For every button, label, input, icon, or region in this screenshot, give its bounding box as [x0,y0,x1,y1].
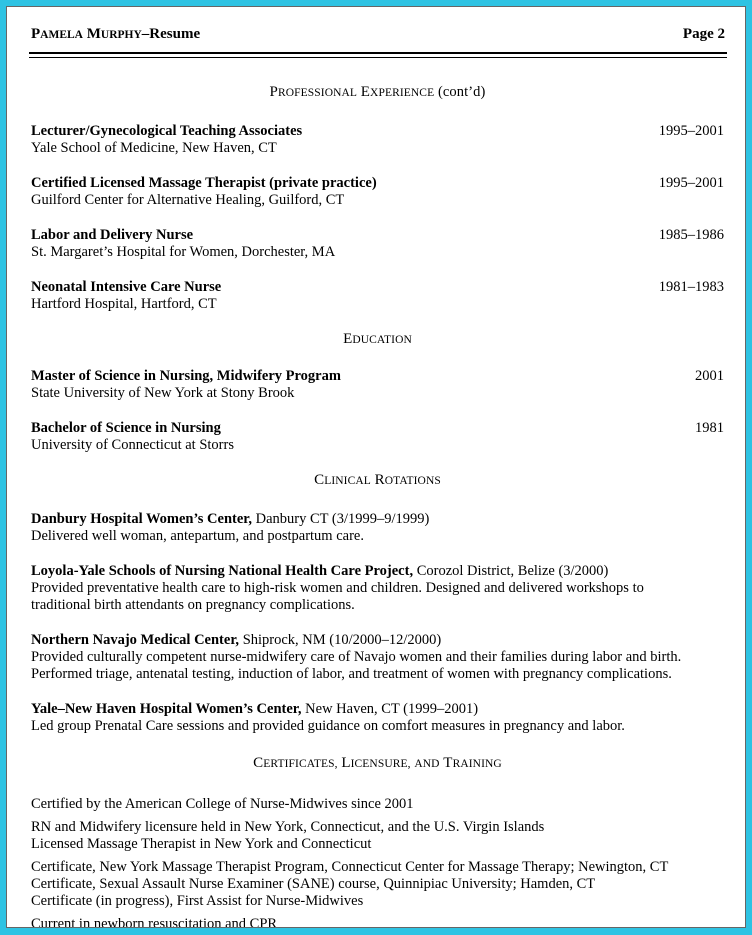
rotation-description: Performed triage, antenatal testing, induction of labor, and treatment of women with pregnancy complications. [31,666,672,682]
rotation-description: Provided preventative health care to high-risk women and children. Designed and delivered workshops to [31,580,644,596]
degree-year: 2001 [695,368,724,384]
experience-list [31,123,724,313]
rotation-site: Danbury Hospital Women’s Center, [31,511,253,527]
education-entry-header [31,368,724,385]
certificate-line: Certificate (in progress), First Assist for Nurse-Midwives [31,893,364,909]
school-name: State University of New York at Stony Brook [31,385,295,401]
degree-title: Bachelor of Science in Nursing [31,420,221,436]
job-organization: Guilford Center for Alternative Healing, Guilford, CT [31,192,345,208]
experience-entry [31,175,724,209]
rotation-detail: Shiprock, NM (10/2000–12/2000) [242,632,442,648]
experience-entry [31,123,724,157]
job-dates: 1985–1986 [658,227,724,243]
certificate-line: Licensed Massage Therapist in New York and Connecticut [31,836,372,852]
header-divider-thick [29,52,727,54]
experience-entry-header [31,123,724,140]
job-dates: 1995–2001 [658,175,724,191]
job-dates: 1995–2001 [658,123,724,139]
experience-entry-header [31,227,724,244]
rotation-header [31,563,724,580]
rotation-description: Provided culturally competent nurse-midwifery care of Navajo women and their families during labor and birth. [31,649,682,665]
education-entry [31,368,724,402]
job-organization: St. Margaret’s Hospital for Women, Dorchester, MA [31,244,336,260]
resume-page [6,6,746,928]
job-organization: Yale School of Medicine, New Haven, CT [31,140,277,156]
education-entry-header [31,420,724,437]
job-dates: 1981–1983 [658,279,724,295]
experience-heading: PROFESSIONAL EXPERIENCE (cont’d) [269,84,486,100]
education-entry [31,420,724,454]
rotation-site: Northern Navajo Medical Center, [31,632,240,648]
job-title: Neonatal Intensive Care Nurse [31,279,222,295]
experience-entry-header [31,175,724,192]
rotation-description: Led group Prenatal Care sessions and provided guidance on comfort measures in pregnancy and labor. [31,718,625,734]
rotation-description: Delivered well woman, antepartum, and postpartum care. [31,528,364,544]
rotation-site: Yale–New Haven Hospital Women’s Center, [31,701,302,717]
certificate-group [31,819,724,853]
rotation-entry [31,511,724,545]
rotation-header [31,511,724,528]
education-heading: EDUCATION [343,331,412,347]
rotation-header [31,632,724,649]
resume-name: PAMELA MURPHY–Resume [31,26,201,42]
degree-title: Master of Science in Nursing, Midwifery Program [31,368,341,384]
certificate-group [31,859,724,910]
job-organization: Hartford Hospital, Hartford, CT [31,296,217,312]
rotation-detail: Danbury CT (3/1999–9/1999) [255,511,430,527]
rotations-heading: CLINICAL ROTATIONS [314,472,441,488]
certificate-line: Certified by the American College of Nurse-Midwives since 2001 [31,796,414,812]
certificate-line: Certificate, New York Massage Therapist Program, Connecticut Center for Massage Therapy; Newington, CT [31,859,669,875]
certificates-list [31,796,724,928]
school-name: University of Connecticut at Storrs [31,437,234,453]
education-list [31,368,724,454]
rotation-header [31,701,724,718]
experience-entry [31,227,724,261]
certificates-heading: CERTIFICATES, LICENSURE, AND TRAINING [253,755,502,771]
page-number: Page 2 [682,26,725,42]
job-title: Certified Licensed Massage Therapist (private practice) [31,175,377,191]
job-title: Labor and Delivery Nurse [31,227,194,243]
rotation-site: Loyola-Yale Schools of Nursing National Health Care Project, [31,563,414,579]
rotation-entry [31,701,724,735]
experience-entry [31,279,724,313]
rotation-entry [31,563,724,614]
header-divider-thin [29,57,727,58]
experience-entry-header [31,279,724,296]
rotation-description: traditional birth attendants on pregnancy complications. [31,597,355,613]
certificate-line: Current in newborn resuscitation and CPR [31,916,278,928]
certificate-group [31,916,724,928]
resume-body [31,84,724,928]
certificate-line: Certificate, Sexual Assault Nurse Examiner (SANE) course, Quinnipiac University; Hamden, CT [31,876,596,892]
rotation-detail: New Haven, CT (1999–2001) [305,701,479,717]
degree-year: 1981 [695,420,724,436]
certificate-group [31,796,724,813]
rotation-detail: Corozol District, Belize (3/2000) [416,563,609,579]
rotations-list [31,511,724,735]
job-title: Lecturer/Gynecological Teaching Associates [31,123,303,139]
page-header [31,26,725,43]
rotation-entry [31,632,724,683]
certificate-line: RN and Midwifery licensure held in New York, Connecticut, and the U.S. Virgin Islands [31,819,545,835]
